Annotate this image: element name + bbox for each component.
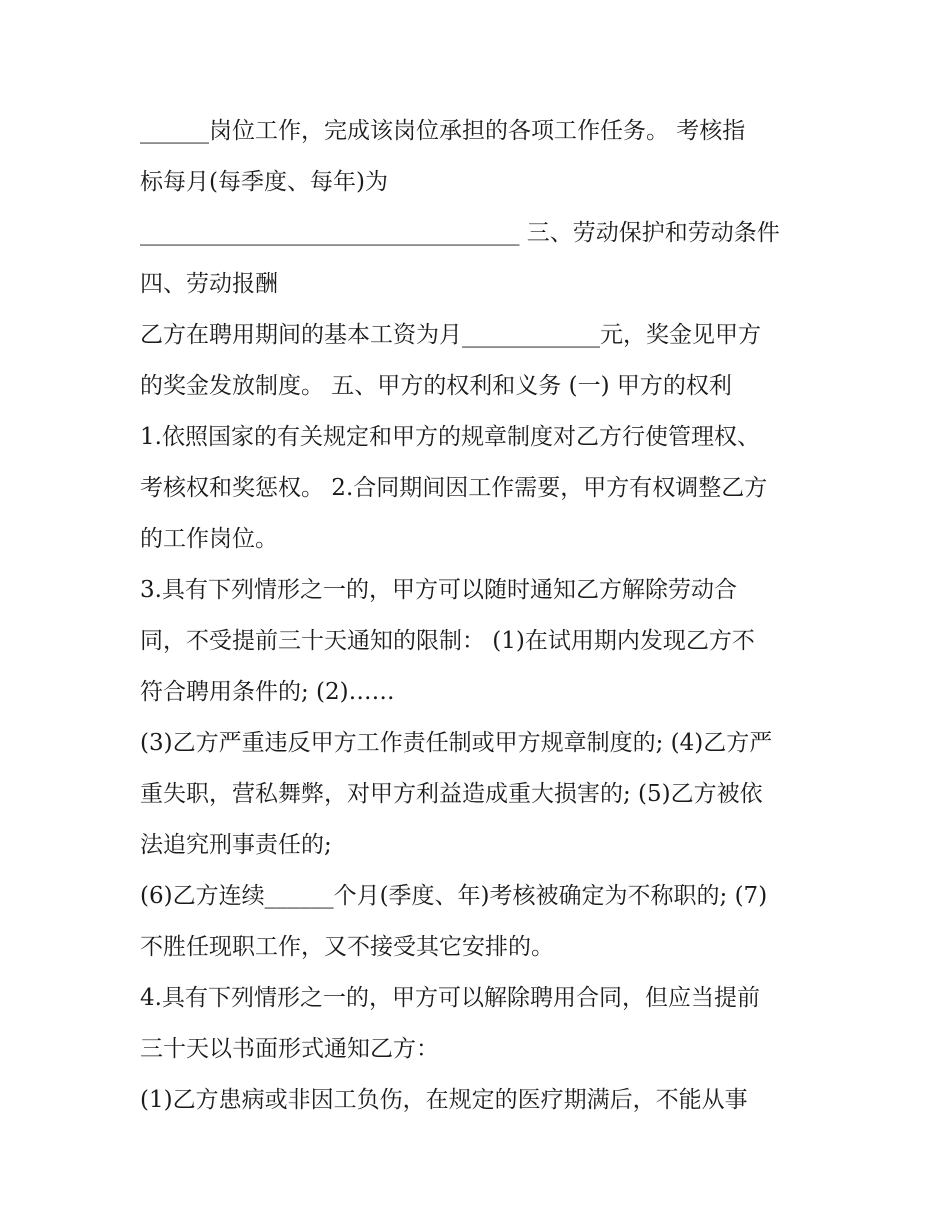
text-line: 不胜任现职工作，又不接受其它安排的。 bbox=[140, 934, 554, 960]
text-line: 符合聘用条件的; (2)…… bbox=[140, 679, 395, 705]
text-line: 标每月(每季度、每年)为 bbox=[140, 169, 388, 195]
text-line: ______岗位工作，完成该岗位承担的各项工作任务。 考核指 bbox=[140, 118, 746, 144]
section-heading: 四、劳动报酬 bbox=[140, 271, 278, 297]
text-line: 同，不受提前三十天通知的限制： (1)在试用期内发现乙方不 bbox=[140, 628, 755, 654]
text-line: 3.具有下列情形之一的，甲方可以随时通知乙方解除劳动合 bbox=[140, 577, 737, 603]
text-line: 考核权和奖惩权。 2.合同期间因工作需要，甲方有权调整乙方 bbox=[140, 475, 768, 501]
text-line: 的奖金发放制度。 五、甲方的权利和义务 (一) 甲方的权利 bbox=[140, 373, 732, 399]
text-line: 重失职，营私舞弊，对甲方利益造成重大损害的; (5)乙方被依 bbox=[140, 781, 763, 807]
text-line: 4.具有下列情形之一的，甲方可以解除聘用合同，但应当提前 bbox=[140, 985, 760, 1011]
text-line: 法追究刑事责任的; bbox=[140, 832, 332, 858]
contract-text bbox=[140, 106, 820, 1126]
text-line: 1.依照国家的有关规定和甲方的规章制度对乙方行使管理权、 bbox=[140, 424, 760, 450]
text-line: 乙方在聘用期间的基本工资为月____________元，奖金见甲方 bbox=[140, 322, 761, 348]
text-line: (6)乙方连续______个月(季度、年)考核被确定为不称职的; (7) bbox=[140, 883, 768, 909]
text-line: _________________________________ 三、劳动保护和劳动条件 bbox=[140, 220, 780, 246]
text-line: 的工作岗位。 bbox=[140, 526, 278, 552]
text-line: (3)乙方严重违反甲方工作责任制或甲方规章制度的; (4)乙方严 bbox=[140, 730, 773, 756]
text-line: 三十天以书面形式通知乙方： bbox=[140, 1036, 439, 1062]
text-line: (1)乙方患病或非因工负伤，在规定的医疗期满后，不能从事 bbox=[140, 1087, 748, 1113]
